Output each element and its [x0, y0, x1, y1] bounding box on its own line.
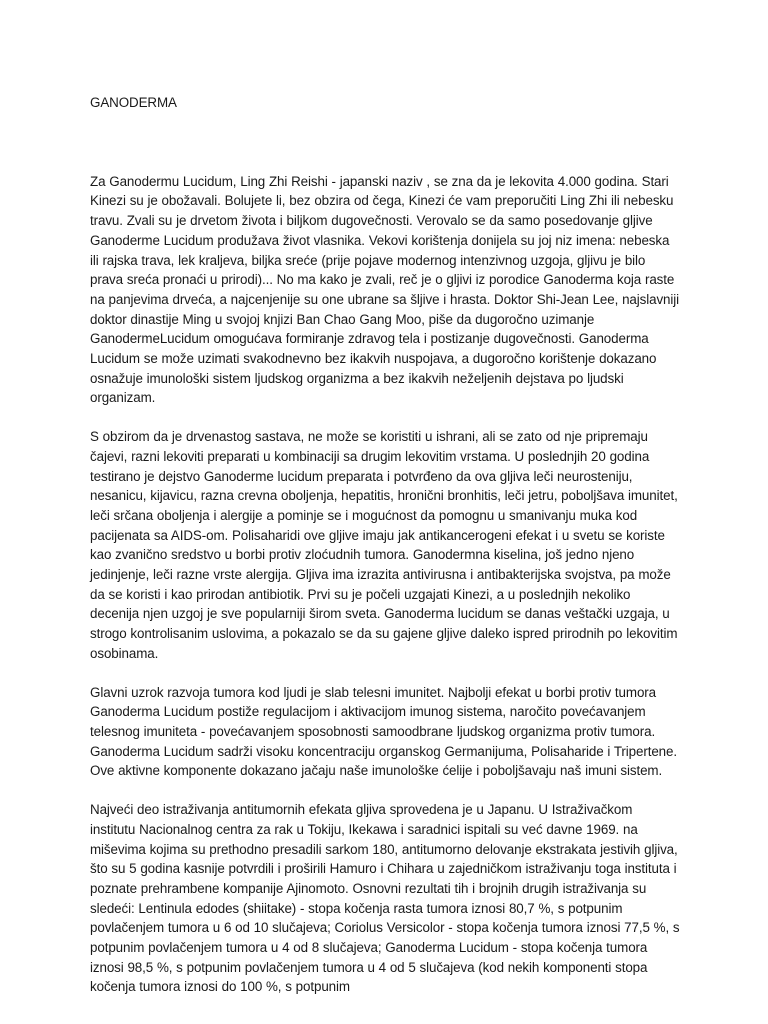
- document-title: GANODERMA: [90, 95, 177, 110]
- paragraph-research: Najveći deo istraživanja antitumornih efekata gljiva sprovedena je u Japanu. U Istraživačkom institutu Nacionalnog centra za rak u Tokiju, Ikekawa i saradnici ispitali su već davne 1969. na miševima kojima su prethodno presadili sarkom 180, antitumorno delovanje ekstrakata jestivih gljiva, što su 5 godina kasnije potvrdili i proširili Hamuro i Chihara u zajedničkom istraživanju toga instituta i poznate prehrambene kompanije Ajinomoto. Osnovni rezultati tih i brojnih drugih istraživanja su sledeći: Lentinula edodes (shiitake) - stopa kočenja rasta tumora iznosi 80,7 %, s potpunim povlačenjem tumora u 6 od 10 slučajeva; Coriolus Versicolor - stopa kočenja tumora iznosi 77,5 %, s potpunim povlačenjem tumora u 4 od 8 slučajeva; Ganoderma Lucidum - stopa kočenja tumora iznosi 98,5 %, s potpunim povlačenjem tumora u 4 od 5 slučajeva (kod nekih komponenti stopa kočenja tumora iznosi do 100 %, s potpunim: [90, 802, 680, 995]
- paragraph-intro: Za Ganodermu Lucidum, Ling Zhi Reishi - japanski naziv , se zna da je lekovita 4.000 godina. Stari Kinezi su je obožavali. Bolujete li, bez obzira od čega, Kinezi će vam preporučiti Ling Zhi ili nebesku travu. Zvali su je drvetom života i biljkom dugovečnosti. Verovalo se da samo posedovanje gljive Ganoderme Lucidum produžava život vlasnika. Vekovi korištenja donijela su joj niz imena: nebeska ili rajska trava, lek kraljeva, biljka sreće (prije pojave modernog intenzivnog uzgoja, gljivu je bilo prava sreća pronaći u prirodi)... No ma kako je zvali, reč je o gljivi iz porodice Ganoderma koja raste na panjevima drveća, a najcenjenije su one ubrane sa šljive i hrasta. Doktor Shi-Jean Lee, najslavniji doktor dinastije Ming u svojoj knjizi Ban Chao Gang Moo, piše da dugoročno uzimanje GanodermeLucidum omogućava formiranje zdravog tela i postizanje dugovečnosti. Ganoderma Lucidum se može uzimati svakodnevno bez ikakvih nuspojava, a dugoročno korištenje dokazano osnažuje imunološki sistem ljudskog organizma a bez ikakvih neželjenih dejstava po ljudski organizam.: [90, 173, 680, 406]
- paragraph-composition: S obzirom da je drvenastog sastava, ne može se koristiti u ishrani, ali se zato od nje pripremaju čajevi, razni lekoviti preparati u kombinaciji sa drugim lekovitim vrstama. U poslednjih 20 godina testirano je dejstvo Ganoderme lucidum preparata i potvrđeno da ova gljiva leči neurosteniju, nesanicu, kijavicu, razna crevna oboljenja, hepatitis, hronični bronhitis, leči jetru, poboljšava imunitet, leči srčana oboljenja i alergije a pominje se i mogućnost da pomognu u smanivanju muka kod pacijenata sa AIDS-om. Polisaharidi ove gljive imaju jak antikancerogeni efekat i u svetu se koriste kao zvanično sredstvo u borbi protiv zloćudnih tumora. Ganodermna kiselina, još jedno njeno jedinjenje, leči razne vrste alergija. Gljiva ima izrazita antivirusna i antibakterijska svojstva, pa može da se koristi i kao prirodan antibiotik. Prvi su je počeli uzgajati Kinezi, a u poslednjih nekoliko decenija njen uzgoj je sve popularniji širom sveta. Ganoderma lucidum se danas veštački uzgaja, u strogo kontrolisanim uslovima, a pokazalo se da su gajene gljive daleko ispred prirodnih po lekovitim osobinama.: [90, 429, 678, 661]
- document-body: [90, 93, 680, 997]
- paragraph-tumor-cause: Glavni uzrok razvoja tumora kod ljudi je slab telesni imunitet. Najbolji efekat u borbi protiv tumora Ganoderma Lucidum postiže regulacijom i aktivacijom imunog sistema, naročito povećavanjem telesnog imuniteta - povećavanjem sposobnosti samoodbrane ljudskog organizma protiv tumora. Ganoderma Lucidum sadrži visoku koncentraciju organskog Germanijuma, Polisaharide i Tripertene. Ove aktivne komponente dokazano jačaju naše imunološke ćelije i poboljšavaju naš imuni sistem.: [90, 684, 677, 779]
